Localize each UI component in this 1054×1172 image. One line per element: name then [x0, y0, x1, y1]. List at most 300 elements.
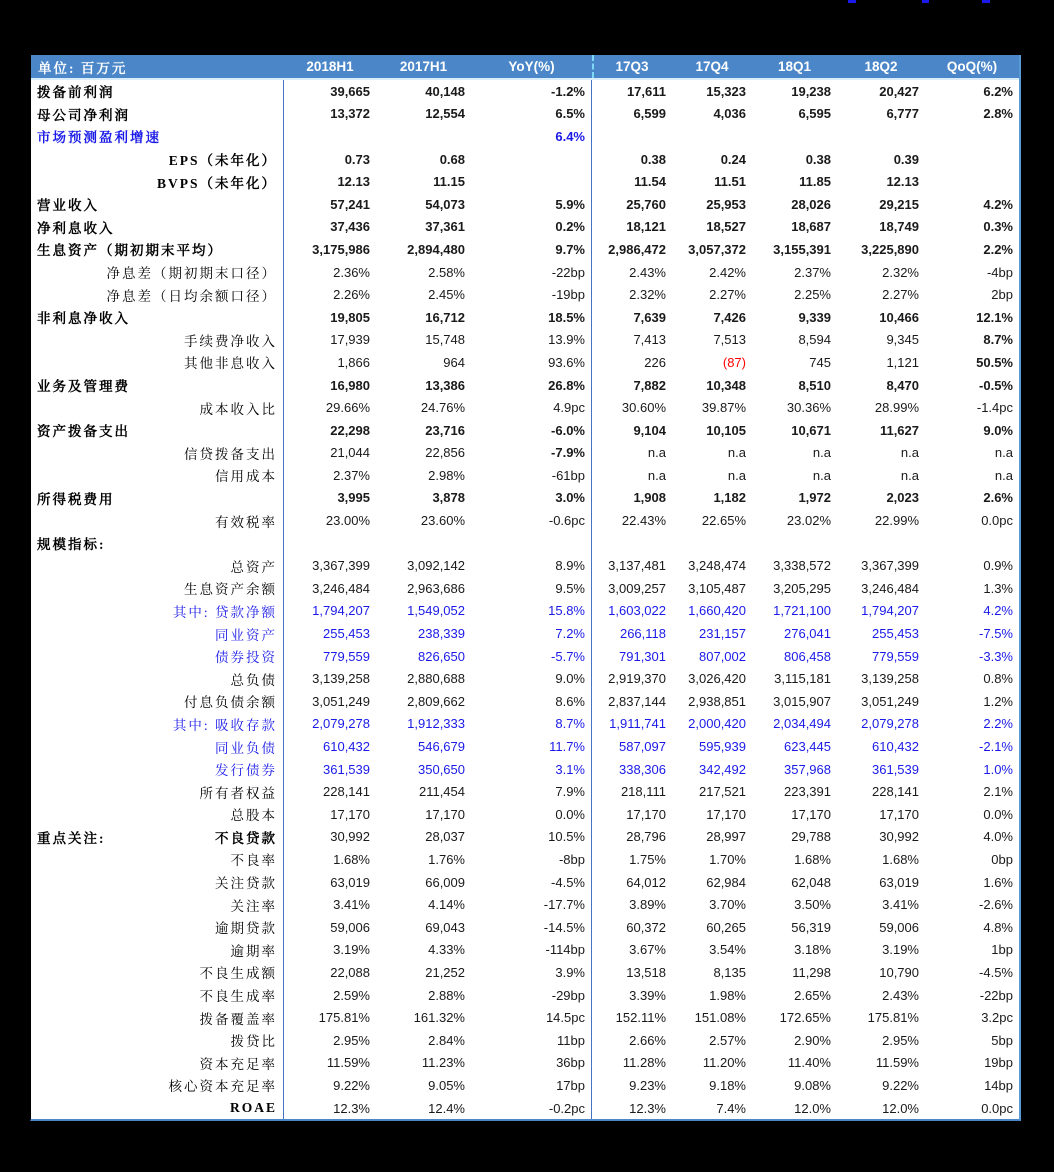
value-cell: -17.7% [471, 893, 592, 916]
value-cell: 6.4% [471, 125, 592, 148]
table-row [31, 735, 1019, 758]
value-cell: 2,079,278 [861, 716, 919, 732]
value-cell: 10.5% [471, 826, 592, 849]
row-label: 规模指标: [37, 537, 106, 553]
value-cell: 2,938,851 [688, 693, 746, 709]
table-row [31, 622, 1019, 645]
value-cell: -22bp [471, 261, 592, 284]
table-row [31, 442, 1019, 465]
value-cell: -7.5% [979, 626, 1013, 642]
row-label-cell [31, 848, 284, 871]
value-cell: 17bp [471, 1074, 592, 1097]
value-cell: 2,000,420 [688, 716, 746, 732]
value-cell: 228,141 [323, 784, 370, 800]
value-cell: 9.22% [333, 1077, 370, 1093]
value-cell: 62,984 [706, 874, 746, 890]
row-label: 有效税率 [215, 514, 277, 530]
row-label: EPS（未年化） [168, 153, 277, 169]
dashed-column-divider [592, 55, 594, 78]
clipped-text-fragment [922, 0, 929, 3]
value-cell: 9.23% [629, 1077, 666, 1093]
table-row [31, 532, 1019, 555]
value-cell: 11.40% [787, 1055, 831, 1071]
value-cell: 3.50% [794, 897, 831, 913]
value-cell: -4.5% [979, 964, 1013, 980]
row-label-cell [31, 329, 284, 352]
value-cell: -14.5% [471, 916, 592, 939]
value-cell: 8.7% [471, 713, 592, 736]
value-cell: 3.19% [882, 942, 919, 958]
row-label: 其他非息收入 [184, 356, 277, 372]
value-cell: 218,111 [620, 784, 666, 800]
row-label: 生息资产余额 [184, 582, 277, 598]
value-cell: 10,671 [791, 422, 831, 438]
row-label: 总股本 [230, 808, 277, 824]
value-cell: 13.9% [471, 329, 592, 352]
value-cell: 2.37% [333, 467, 370, 483]
column-header: 18Q2 [864, 59, 898, 74]
row-label-cell [31, 487, 284, 510]
value-cell: 779,559 [323, 648, 370, 664]
value-cell: 3,105,487 [688, 580, 746, 596]
value-cell: -0.2pc [471, 1097, 592, 1120]
value-cell: n.a [900, 467, 919, 483]
value-cell: 64,012 [626, 874, 666, 890]
value-cell: 2,079,278 [312, 716, 370, 732]
row-label: 信贷拨备支出 [184, 446, 277, 462]
row-label: 付息负债余额 [184, 695, 277, 711]
value-cell: -114bp [471, 939, 592, 962]
value-cell: n.a [812, 467, 831, 483]
value-cell: 15.8% [471, 600, 592, 623]
value-cell: 3.41% [882, 897, 919, 913]
value-cell: 4,036 [713, 106, 746, 122]
value-cell: 276,041 [784, 626, 831, 642]
value-cell: 3,367,399 [861, 558, 919, 574]
value-cell: 11,298 [792, 964, 831, 980]
value-cell: 23.00% [325, 513, 370, 529]
value-cell: 2,963,686 [407, 580, 465, 596]
value-cell: 3.39% [629, 987, 666, 1003]
value-cell: 226 [644, 354, 666, 370]
value-cell: 3.89% [629, 897, 666, 913]
value-cell: 4.9pc [471, 396, 592, 419]
value-cell: 2.27% [882, 287, 919, 303]
value-cell: n.a [647, 445, 666, 461]
table-row [31, 509, 1019, 532]
value-cell: 3.41% [333, 897, 370, 913]
value-cell: 1,972 [798, 490, 831, 506]
table-row [31, 1052, 1019, 1075]
table-row [31, 396, 1019, 419]
value-cell: 7,882 [633, 377, 666, 393]
value-cell: 30,992 [879, 829, 919, 845]
value-cell: 3,205,295 [773, 580, 831, 596]
value-cell: 1,182 [713, 490, 746, 506]
table-row [31, 283, 1019, 306]
value-cell: 17,170 [879, 806, 919, 822]
value-cell: 3,026,420 [688, 671, 746, 687]
row-label: 关注贷款 [215, 876, 277, 892]
value-cell: -61bp [471, 464, 592, 487]
row-label-cell [31, 554, 284, 577]
value-cell: 9.18% [709, 1077, 746, 1093]
table-row [31, 351, 1019, 374]
value-cell: 3,175,986 [312, 241, 370, 257]
value-cell: 211,454 [418, 784, 465, 800]
row-label: 不良生成额 [199, 966, 277, 982]
value-cell: 22.65% [701, 513, 746, 529]
table-row [31, 713, 1019, 736]
value-cell: 6.2% [983, 83, 1013, 99]
value-cell: 10,348 [706, 377, 746, 393]
value-cell: 2.25% [794, 287, 831, 303]
value-cell: 6,599 [633, 106, 666, 122]
value-cell: 9.7% [471, 238, 592, 261]
row-label-cell [31, 261, 284, 284]
value-cell: 2.32% [629, 287, 666, 303]
row-label-cell [31, 148, 284, 171]
table-row [31, 780, 1019, 803]
table-row [31, 329, 1019, 352]
column-header: 2017H1 [399, 59, 448, 74]
value-cell: 0.39 [893, 151, 919, 167]
value-cell: 22,088 [330, 964, 370, 980]
value-cell: 12.13 [886, 174, 919, 190]
row-label-cell [31, 577, 284, 600]
row-label-cell [31, 374, 284, 397]
value-cell: 2.43% [629, 264, 666, 280]
value-cell: 1.68% [333, 851, 370, 867]
value-cell: 11.54 [634, 174, 666, 190]
value-cell: 0.38 [805, 151, 831, 167]
row-label: 信用成本 [215, 469, 277, 485]
value-cell: 1,911,741 [609, 716, 666, 732]
value-cell: 13,386 [425, 377, 465, 393]
row-label: 净息差（日均余额口径） [106, 288, 277, 304]
value-cell: 18.5% [471, 306, 592, 329]
value-cell: 12.4% [428, 1100, 465, 1116]
row-label: 总负债 [230, 672, 277, 688]
table-row [31, 1029, 1019, 1052]
value-cell [471, 170, 592, 193]
row-label-cell [31, 170, 284, 193]
value-cell: 0.0% [983, 806, 1013, 822]
value-cell: 9.22% [882, 1077, 919, 1093]
value-cell: 7,426 [713, 309, 746, 325]
value-cell: 37,436 [330, 219, 370, 235]
row-label-cell [31, 1052, 284, 1075]
column-header: 2018H1 [306, 59, 354, 74]
row-label-cell [31, 826, 284, 849]
table-row [31, 306, 1019, 329]
table-row [31, 803, 1019, 826]
value-cell: 14bp [984, 1077, 1013, 1093]
value-cell: 0.68 [439, 151, 465, 167]
table-row [31, 419, 1019, 442]
value-cell: 826,650 [418, 648, 465, 664]
value-cell: 255,453 [323, 626, 370, 642]
value-cell: (87) [722, 354, 746, 370]
row-label: 关注率 [230, 898, 277, 914]
financial-table [30, 55, 1021, 1121]
row-label-cell [31, 1097, 284, 1120]
row-label: 债券投资 [215, 650, 277, 666]
value-cell: 5bp [991, 1032, 1013, 1048]
row-label-cell [31, 419, 284, 442]
value-cell: 63,019 [879, 874, 919, 890]
value-cell: 12.0% [882, 1100, 919, 1116]
value-cell: 175.81% [867, 1010, 919, 1026]
row-label: 不良率 [230, 853, 277, 869]
value-cell: 2.2% [983, 716, 1013, 732]
value-cell: 1,908 [633, 490, 666, 506]
unit-label: 单位: 百万元 [38, 60, 128, 76]
row-label: 拨备前利润 [37, 85, 115, 101]
value-cell: 56,319 [791, 919, 831, 935]
value-cell: 2.36% [333, 264, 370, 280]
value-cell: 17,611 [626, 83, 666, 99]
column-header: 17Q3 [615, 59, 649, 74]
value-cell: 2.90% [794, 1032, 831, 1048]
value-cell: 2.2% [983, 241, 1013, 257]
value-cell: 2.59% [333, 987, 370, 1003]
table-row [31, 577, 1019, 600]
row-label: 所得税费用 [37, 491, 115, 507]
value-cell: 11,627 [879, 422, 919, 438]
value-cell: 3,246,484 [312, 580, 370, 596]
value-cell: -3.3% [979, 648, 1013, 664]
column-header: 18Q1 [777, 59, 812, 74]
row-label-cell [31, 713, 284, 736]
value-cell: 3,057,372 [688, 241, 746, 257]
row-label-cell [31, 1006, 284, 1029]
row-label-cell [31, 306, 284, 329]
value-cell: 2.95% [882, 1032, 919, 1048]
row-label-cell [31, 780, 284, 803]
value-cell: 217,521 [699, 784, 746, 800]
row-label: 其中: 吸收存款 [172, 717, 277, 733]
value-cell: 36bp [471, 1052, 592, 1075]
value-cell: 11.20% [702, 1055, 746, 1071]
value-cell: 3,009,257 [608, 580, 666, 596]
table-row [31, 238, 1019, 261]
value-cell: 22.43% [621, 513, 666, 529]
value-cell: 2.88% [428, 987, 465, 1003]
value-cell: 16,712 [425, 309, 465, 325]
row-label-cell [31, 758, 284, 781]
value-cell: 2.65% [794, 987, 831, 1003]
value-cell: 60,265 [706, 919, 746, 935]
table-row [31, 261, 1019, 284]
value-cell: 12.3% [629, 1100, 666, 1116]
value-cell: 3.9% [471, 961, 592, 984]
value-cell: 6,595 [798, 106, 831, 122]
value-cell: 807,002 [699, 648, 746, 664]
row-label: 业务及管理费 [37, 379, 130, 395]
value-cell: 37,361 [425, 219, 465, 235]
value-cell: 11bp [471, 1029, 592, 1052]
row-label: 成本收入比 [199, 401, 277, 417]
value-cell: 19,238 [791, 83, 831, 99]
value-cell: -1.2% [471, 80, 592, 103]
value-cell: 10,466 [879, 309, 919, 325]
value-cell: 12.13 [337, 174, 370, 190]
value-cell: 28.99% [874, 400, 919, 416]
table-body [31, 80, 1019, 1119]
value-cell: -7.9% [471, 442, 592, 465]
value-cell: 17,170 [425, 806, 465, 822]
value-cell: 8.6% [471, 690, 592, 713]
value-cell: 11.15 [433, 174, 465, 190]
value-cell: 39.87% [701, 400, 746, 416]
value-cell: 2.8% [983, 106, 1013, 122]
value-cell: 3,367,399 [312, 558, 370, 574]
value-cell: 62,048 [791, 874, 831, 890]
value-cell: 66,009 [425, 874, 465, 890]
value-cell: 4.2% [983, 196, 1013, 212]
column-header: QoQ(%) [946, 59, 998, 74]
value-cell: 357,968 [784, 761, 831, 777]
value-cell: 23.02% [786, 513, 831, 529]
value-cell: 2.26% [333, 287, 370, 303]
value-cell: 11.23% [421, 1055, 465, 1071]
value-cell: 175.81% [318, 1010, 370, 1026]
row-label-cell [31, 283, 284, 306]
value-cell: -0.5% [979, 377, 1013, 393]
value-cell: 30.36% [786, 400, 831, 416]
value-cell: 63,019 [330, 874, 370, 890]
value-cell: 0.0pc [981, 513, 1013, 529]
value-cell: 50.5% [976, 354, 1013, 370]
value-cell: 93.6% [471, 351, 592, 374]
value-cell: 3,995 [337, 490, 370, 506]
value-cell: 8,135 [713, 964, 746, 980]
value-cell: 2,986,472 [608, 241, 666, 257]
value-cell: 3,225,890 [861, 241, 919, 257]
value-cell: n.a [727, 467, 746, 483]
value-cell: -2.1% [979, 739, 1013, 755]
value-cell: 546,679 [418, 739, 465, 755]
value-cell: 152.11% [615, 1010, 666, 1026]
value-cell: 23.60% [420, 513, 465, 529]
value-cell: 7,413 [633, 332, 666, 348]
value-cell: 2.1% [983, 784, 1013, 800]
row-label-cell [31, 238, 284, 261]
value-cell: -22bp [979, 987, 1013, 1003]
table-row [31, 690, 1019, 713]
row-label: 母公司净利润 [37, 107, 130, 123]
value-cell: 3,015,907 [773, 693, 831, 709]
row-label-cell [31, 193, 284, 216]
value-cell: 12.3% [333, 1100, 370, 1116]
table-header-row [31, 55, 1019, 80]
row-label: BVPS（未年化） [156, 175, 277, 191]
value-cell: 3,155,391 [773, 241, 831, 257]
value-cell: 3,139,258 [312, 671, 370, 687]
value-cell: 1.70% [709, 851, 746, 867]
value-cell: 3,051,249 [861, 693, 919, 709]
row-label: 市场预测盈利增速 [37, 130, 161, 146]
row-label-cell [31, 667, 284, 690]
value-cell: 0.9% [983, 558, 1013, 574]
value-cell: 266,118 [619, 626, 666, 642]
row-label: 不良贷款 [215, 830, 277, 846]
clipped-text-fragment [982, 0, 990, 3]
row-label-cell [31, 916, 284, 939]
value-cell: 20,427 [879, 83, 919, 99]
table-row [31, 193, 1019, 216]
value-cell: 587,097 [619, 739, 666, 755]
table-row [31, 916, 1019, 939]
value-cell: 2,837,144 [608, 693, 666, 709]
value-cell: 12.1% [976, 309, 1013, 325]
row-label-cell [31, 871, 284, 894]
value-cell: 24.76% [420, 400, 465, 416]
value-cell: 361,539 [323, 761, 370, 777]
value-cell: 2.43% [882, 987, 919, 1003]
value-cell: 14.5pc [471, 1006, 592, 1029]
value-cell: 223,391 [784, 784, 831, 800]
value-cell: 2,919,370 [608, 671, 666, 687]
row-label-cell [31, 735, 284, 758]
value-cell: 11.85 [799, 174, 831, 190]
table-row [31, 464, 1019, 487]
value-cell: 28,037 [425, 829, 465, 845]
value-cell: 3.0% [471, 487, 592, 510]
row-label-cell [31, 939, 284, 962]
value-cell: 4.33% [428, 942, 465, 958]
value-cell: 2.32% [882, 264, 919, 280]
value-cell: 0bp [991, 851, 1013, 867]
value-cell: -6.0% [471, 419, 592, 442]
value-cell: n.a [727, 445, 746, 461]
value-cell: n.a [647, 467, 666, 483]
value-cell: 3.1% [471, 758, 592, 781]
row-label-cell [31, 690, 284, 713]
row-label: 拨贷比 [230, 1034, 277, 1050]
value-cell: 25,760 [626, 196, 666, 212]
table-row [31, 216, 1019, 239]
row-label: 资产拨备支出 [37, 424, 130, 440]
value-cell: 10,105 [706, 422, 746, 438]
value-cell: 1,721,100 [773, 603, 831, 619]
value-cell: 0.38 [640, 151, 666, 167]
value-cell: 623,445 [784, 739, 831, 755]
value-cell: 2.27% [709, 287, 746, 303]
row-label: 同业资产 [215, 627, 277, 643]
value-cell: 25,953 [706, 196, 746, 212]
value-cell: 69,043 [425, 919, 465, 935]
value-cell: 1.68% [794, 851, 831, 867]
row-label: 逾期贷款 [215, 921, 277, 937]
row-label: 净利息收入 [37, 220, 115, 236]
value-cell: 0.24 [720, 151, 746, 167]
value-cell: 161.32% [413, 1010, 465, 1026]
value-cell: 16,980 [330, 377, 370, 393]
value-cell: 9.05% [428, 1077, 465, 1093]
value-cell: 0.2% [471, 216, 592, 239]
value-cell: 2,023 [886, 490, 919, 506]
value-cell: 1.68% [882, 851, 919, 867]
value-cell: 3,248,474 [688, 558, 746, 574]
value-cell: 7,639 [633, 309, 666, 325]
table-row [31, 600, 1019, 623]
value-cell: 1,794,207 [312, 603, 370, 619]
value-cell: 2.98% [428, 467, 465, 483]
row-label: 同业负债 [215, 740, 277, 756]
value-cell: 0.3% [983, 219, 1013, 235]
